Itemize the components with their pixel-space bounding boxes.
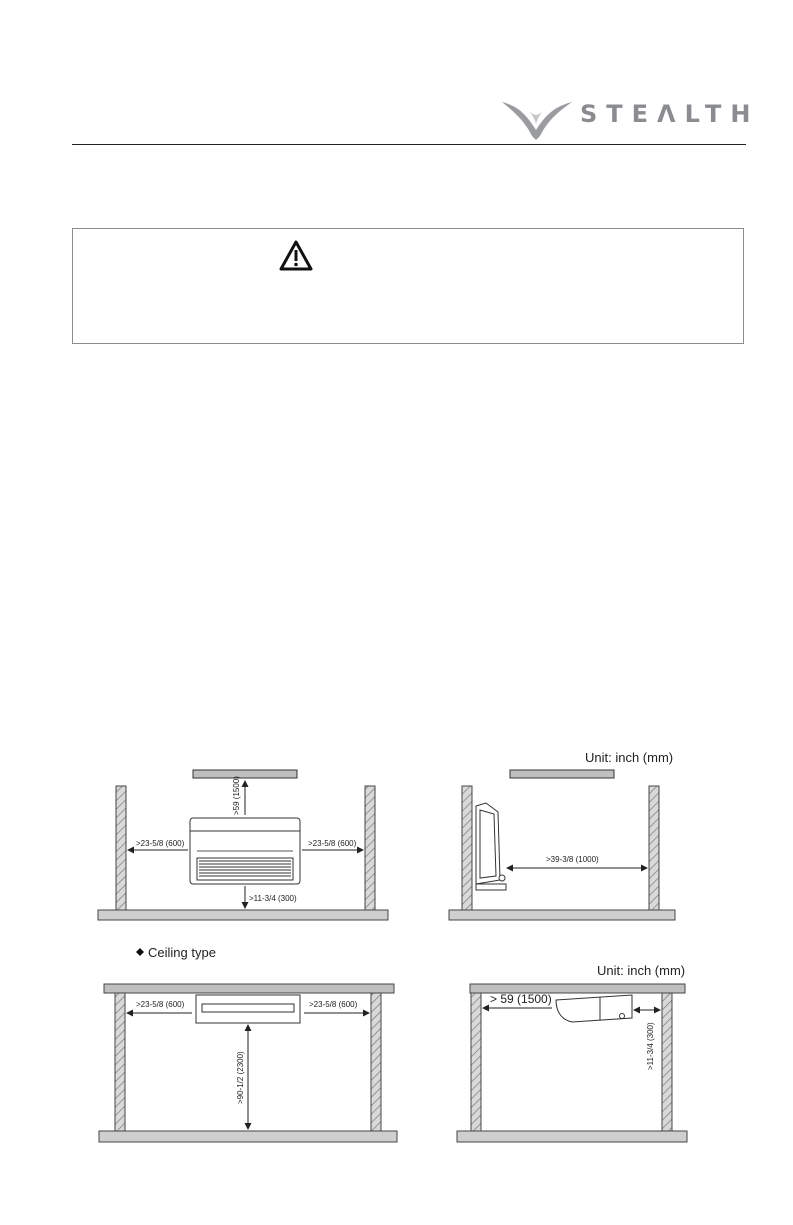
front-clearance-label: > 59 (1500): [490, 992, 552, 1006]
floor: [99, 1131, 397, 1142]
ceiling-side-view: [457, 984, 687, 1142]
right-clearance-label: >23-5/8 (600): [308, 839, 357, 848]
unit-label-bottom: Unit: inch (mm): [597, 963, 686, 978]
left-wall: [116, 786, 126, 910]
floor: [449, 910, 675, 920]
floor-front-view: [98, 770, 388, 920]
indoor-unit-front: [190, 818, 300, 884]
front-clearance-label: >39-3/8 (1000): [546, 855, 599, 864]
floor-side-view: [449, 770, 675, 920]
ceiling: [104, 984, 394, 993]
rear-clearance-label: >11-3/4 (300): [646, 1022, 655, 1070]
bottom-clearance-label: >11-3/4 (300): [249, 894, 297, 903]
left-wall: [471, 993, 481, 1131]
ceiling-bar: [510, 770, 614, 778]
left-wall: [115, 993, 125, 1131]
left-clearance-label: >23-5/8 (600): [136, 1000, 185, 1009]
indoor-unit-ceiling-front: [196, 995, 300, 1023]
ceiling-bar: [193, 770, 297, 778]
indoor-unit-side: [476, 803, 506, 890]
floor: [98, 910, 388, 920]
right-wall: [662, 993, 672, 1131]
logo-text: STEΛLTH: [580, 100, 760, 128]
unit-label-top: Unit: inch (mm): [585, 750, 674, 765]
floor: [457, 1131, 687, 1142]
ceiling-front-view: [99, 984, 397, 1142]
ceiling-type-label: Ceiling type: [148, 945, 216, 960]
bullet-diamond-icon: [136, 948, 144, 956]
right-wall: [365, 786, 375, 910]
floor-clearance-label: >90-1/2 (2300): [236, 1051, 245, 1104]
left-wall: [462, 786, 472, 910]
indoor-unit-ceiling-side: [556, 995, 632, 1022]
right-wall: [371, 993, 381, 1131]
right-clearance-label: >23-5/8 (600): [309, 1000, 358, 1009]
right-wall: [649, 786, 659, 910]
top-clearance-label: >59 (1500): [232, 776, 241, 815]
left-clearance-label: >23-5/8 (600): [136, 839, 185, 848]
